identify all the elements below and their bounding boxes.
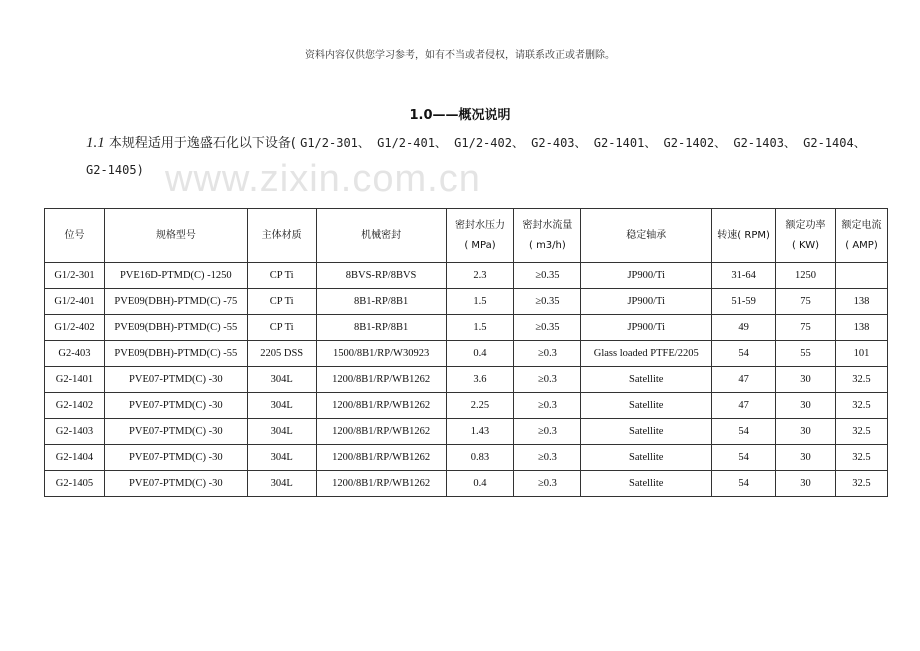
- table-cell: 3.6: [446, 367, 514, 393]
- table-cell: 304L: [247, 393, 316, 419]
- table-cell: ≥0.3: [514, 419, 581, 445]
- table-cell: 47: [712, 393, 776, 419]
- table-cell: G1/2-301: [45, 263, 105, 289]
- table-cell: 32.5: [835, 471, 887, 497]
- intro-paragraph: [86, 130, 876, 184]
- table-cell: 0.4: [446, 341, 514, 367]
- column-header: [247, 209, 316, 263]
- intro-text: 本规程适用于逸盛石化以下设备(: [108, 136, 296, 151]
- column-header-label: 规格型号: [155, 229, 196, 241]
- table-cell: PVE07-PTMD(C) -30: [104, 367, 247, 393]
- table-cell: Glass loaded PTFE/2205: [581, 341, 712, 367]
- column-header-label: 额定功率: [785, 219, 826, 231]
- table-row: [45, 289, 888, 315]
- table-cell: 31-64: [712, 263, 776, 289]
- table-cell: ≥0.3: [514, 367, 581, 393]
- table-cell: 32.5: [835, 445, 887, 471]
- table-cell: 8BVS-RP/8BVS: [316, 263, 446, 289]
- table-cell: 101: [835, 341, 887, 367]
- table-cell: PVE07-PTMD(C) -30: [104, 445, 247, 471]
- column-header-label: 转速( RPM): [717, 229, 770, 241]
- table-cell: 49: [712, 315, 776, 341]
- intro-number: 1.1: [86, 135, 105, 151]
- table-cell: PVE09(DBH)-PTMD(C) -55: [104, 315, 247, 341]
- table-cell: 47: [712, 367, 776, 393]
- section-title: 1.0——概况说明: [409, 108, 511, 123]
- table-cell: 1.5: [446, 289, 514, 315]
- table-cell: 8B1-RP/8B1: [316, 289, 446, 315]
- table-row: [45, 445, 888, 471]
- table-cell: CP Ti: [247, 315, 316, 341]
- disclaimer-notice: 资料内容仅供您学习参考，如有不当或者侵权，请联系改正或者删除。: [305, 50, 615, 61]
- table-body: [45, 263, 888, 497]
- table-cell: 75: [776, 289, 836, 315]
- column-header-unit: ( MPa): [464, 239, 496, 251]
- column-header-label: 机械密封: [361, 229, 402, 241]
- table-cell: Satellite: [581, 393, 712, 419]
- table-cell: ≥0.35: [514, 263, 581, 289]
- column-header-label: 密封水流量: [522, 219, 573, 231]
- table-cell: 32.5: [835, 367, 887, 393]
- table-cell: Satellite: [581, 419, 712, 445]
- intro-codes-line2: G2-1405): [86, 163, 144, 177]
- column-header: [316, 209, 446, 263]
- table-cell: CP Ti: [247, 263, 316, 289]
- table-cell: 2.3: [446, 263, 514, 289]
- intro-codes: G1/2-301、 G1/2-401、 G1/2-402、 G2-403、 G2-1401、 G2-1402、 G2-1403、 G2-1404、: [300, 136, 866, 150]
- watermark-text: www.zixin.com.cn: [165, 158, 481, 200]
- table-cell: PVE07-PTMD(C) -30: [104, 393, 247, 419]
- table-cell: 0.4: [446, 471, 514, 497]
- table-cell: Satellite: [581, 471, 712, 497]
- table-cell: 54: [712, 341, 776, 367]
- table-cell: 1.5: [446, 315, 514, 341]
- table-cell: 1.43: [446, 419, 514, 445]
- table-cell: 54: [712, 419, 776, 445]
- table-cell: G2-1401: [45, 367, 105, 393]
- table-cell: 30: [776, 367, 836, 393]
- table-cell: 1500/8B1/RP/W30923: [316, 341, 446, 367]
- table-cell: 2.25: [446, 393, 514, 419]
- table-cell: 1200/8B1/RP/WB1262: [316, 367, 446, 393]
- table-cell: PVE09(DBH)-PTMD(C) -75: [104, 289, 247, 315]
- table-cell: 75: [776, 315, 836, 341]
- table-row: [45, 393, 888, 419]
- table-cell: ≥0.3: [514, 445, 581, 471]
- table-cell: 1200/8B1/RP/WB1262: [316, 393, 446, 419]
- table-cell: ≥0.35: [514, 289, 581, 315]
- table-cell: 304L: [247, 445, 316, 471]
- table-cell: 51-59: [712, 289, 776, 315]
- table-cell: 1200/8B1/RP/WB1262: [316, 445, 446, 471]
- column-header: [104, 209, 247, 263]
- table-header-row: [45, 209, 888, 263]
- table-cell: PVE07-PTMD(C) -30: [104, 419, 247, 445]
- table-cell: 30: [776, 471, 836, 497]
- table-row: [45, 471, 888, 497]
- table-cell: 2205 DSS: [247, 341, 316, 367]
- table-cell: ≥0.3: [514, 471, 581, 497]
- table-cell: 32.5: [835, 393, 887, 419]
- table-row: [45, 367, 888, 393]
- column-header: [712, 209, 776, 263]
- table-cell: 32.5: [835, 419, 887, 445]
- column-header: [776, 209, 836, 263]
- table-cell: Satellite: [581, 445, 712, 471]
- table-cell: PVE07-PTMD(C) -30: [104, 471, 247, 497]
- table-cell: 304L: [247, 471, 316, 497]
- column-header-label: 位号: [64, 229, 85, 241]
- table-cell: PVE16D-PTMD(C) -1250: [104, 263, 247, 289]
- column-header: [514, 209, 581, 263]
- table-cell: ≥0.3: [514, 341, 581, 367]
- table-cell: 30: [776, 419, 836, 445]
- table-cell: G2-1402: [45, 393, 105, 419]
- table-cell: 8B1-RP/8B1: [316, 315, 446, 341]
- table-cell: 30: [776, 445, 836, 471]
- table-cell: Satellite: [581, 367, 712, 393]
- table-cell: [835, 263, 887, 289]
- column-header-unit: ( AMP): [845, 239, 878, 251]
- table-cell: 55: [776, 341, 836, 367]
- equipment-table: [44, 208, 888, 497]
- table-cell: G2-1404: [45, 445, 105, 471]
- table-cell: G2-1405: [45, 471, 105, 497]
- table-cell: G1/2-402: [45, 315, 105, 341]
- table-cell: 138: [835, 289, 887, 315]
- table-cell: 1200/8B1/RP/WB1262: [316, 419, 446, 445]
- column-header: [446, 209, 514, 263]
- table-cell: 30: [776, 393, 836, 419]
- table-row: [45, 315, 888, 341]
- column-header: [835, 209, 887, 263]
- table-cell: G2-403: [45, 341, 105, 367]
- table-row: [45, 341, 888, 367]
- column-header-label: 稳定轴承: [626, 229, 667, 241]
- table-cell: JP900/Ti: [581, 263, 712, 289]
- table-cell: ≥0.3: [514, 393, 581, 419]
- table-cell: CP Ti: [247, 289, 316, 315]
- table-cell: G2-1403: [45, 419, 105, 445]
- table-cell: 1250: [776, 263, 836, 289]
- column-header-unit: ( KW): [791, 239, 820, 251]
- table-row: [45, 263, 888, 289]
- table-row: [45, 419, 888, 445]
- table-cell: 54: [712, 471, 776, 497]
- column-header-label: 额定电流: [841, 219, 882, 231]
- table-cell: ≥0.35: [514, 315, 581, 341]
- table-cell: G1/2-401: [45, 289, 105, 315]
- table-cell: 138: [835, 315, 887, 341]
- column-header-label: 密封水压力: [454, 219, 505, 231]
- table-cell: 1200/8B1/RP/WB1262: [316, 471, 446, 497]
- table-cell: 304L: [247, 419, 316, 445]
- column-header: [581, 209, 712, 263]
- column-header: [45, 209, 105, 263]
- column-header-unit: ( m3/h): [528, 239, 566, 251]
- table-cell: 304L: [247, 367, 316, 393]
- table-cell: PVE09(DBH)-PTMD(C) -55: [104, 341, 247, 367]
- table-cell: JP900/Ti: [581, 315, 712, 341]
- column-header-label: 主体材质: [261, 229, 302, 241]
- table-cell: 54: [712, 445, 776, 471]
- table-cell: 0.83: [446, 445, 514, 471]
- table-cell: JP900/Ti: [581, 289, 712, 315]
